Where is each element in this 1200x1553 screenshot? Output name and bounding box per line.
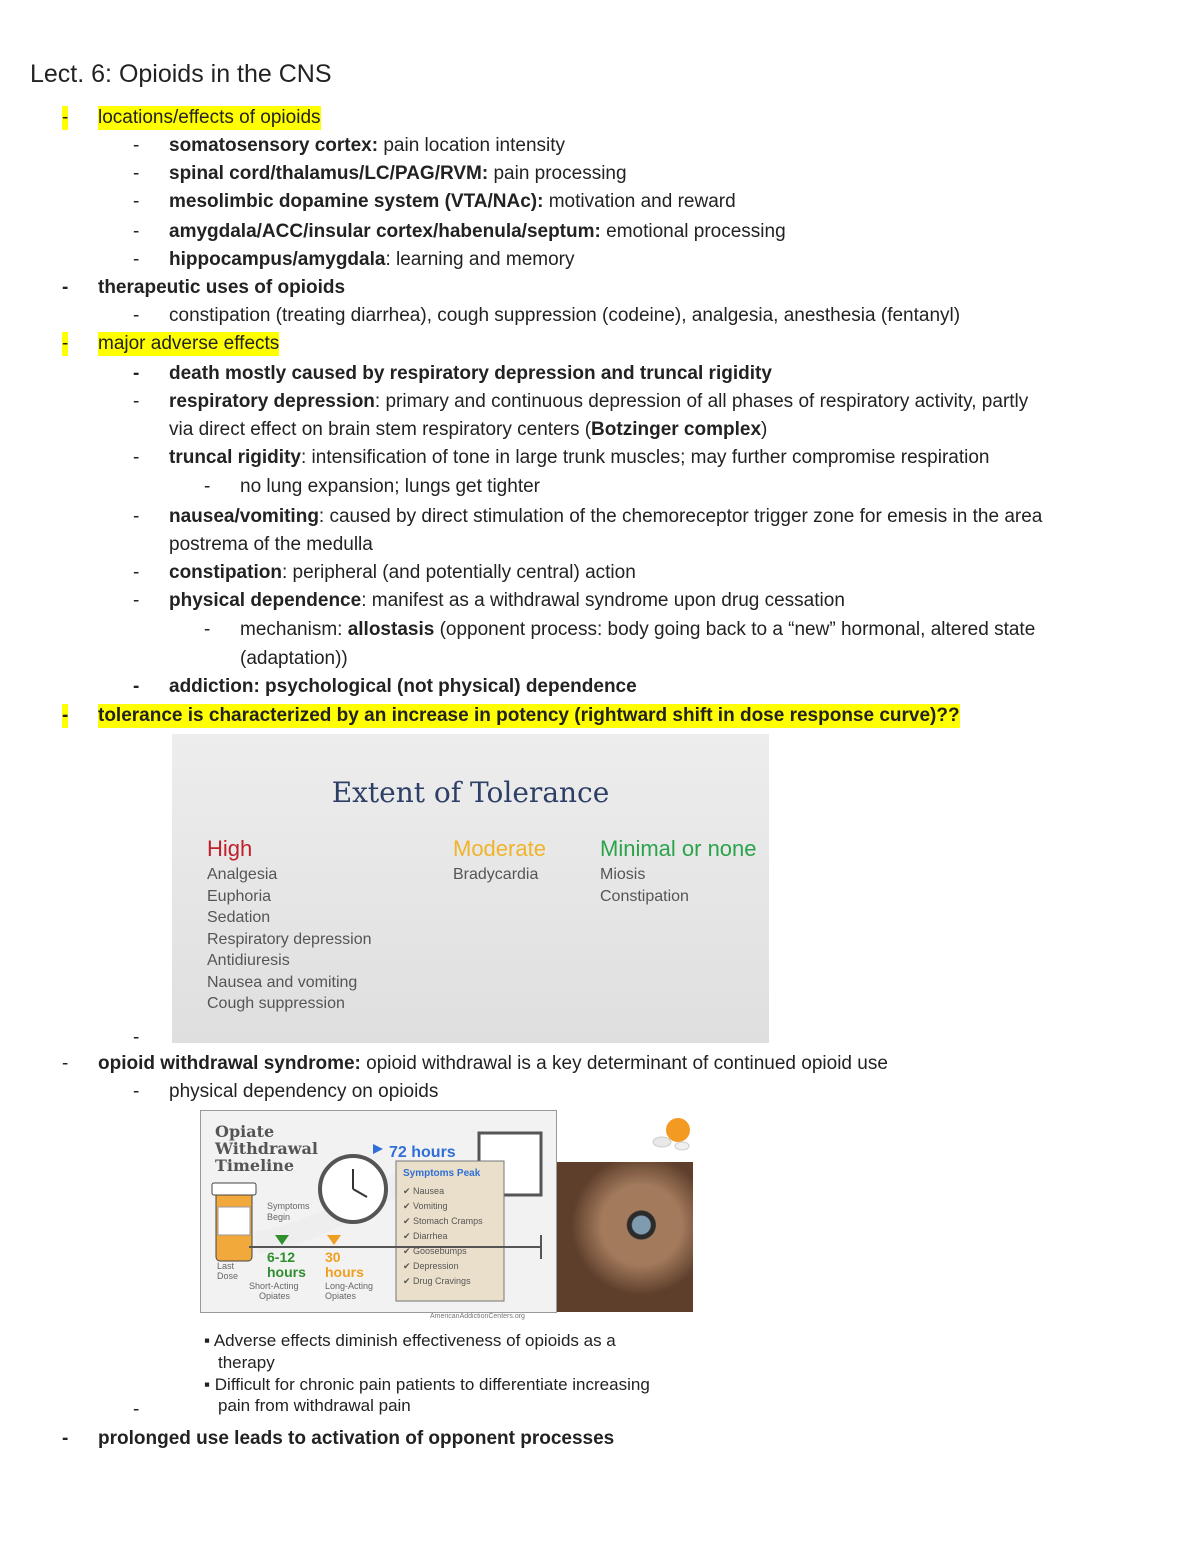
timeline-graphic	[201, 1111, 558, 1314]
bottle-cap-icon	[212, 1183, 256, 1195]
bullet-dash: -	[133, 391, 140, 412]
long-acting-label: Opiates	[325, 1291, 357, 1301]
bullet-dash: -	[133, 590, 140, 611]
pill-icon	[675, 1142, 689, 1150]
pills-photo	[648, 1112, 692, 1154]
bullet-dash: -	[133, 163, 140, 184]
short-acting-label: Opiates	[259, 1291, 291, 1301]
section-locations-label: locations/effects of opioids	[98, 107, 321, 128]
list-subitem: no lung expansion; lungs get tighter	[240, 476, 540, 497]
page-title: Lect. 6: Opioids in the CNS	[30, 60, 332, 88]
symptoms-begin-label: Symptoms	[267, 1201, 310, 1211]
eye-photo	[557, 1162, 693, 1312]
list-item: Nausea and vomiting	[207, 973, 358, 991]
list-item: hippocampus/amygdala: learning and memory	[169, 249, 575, 270]
high-label: High	[207, 836, 253, 861]
bullet-dash: -	[133, 447, 140, 468]
list-item: nausea/vomiting: caused by direct stimulation of the chemoreceptor trigger zone for emesis in the area	[169, 506, 1043, 527]
bullet-dash: -	[133, 1027, 140, 1048]
figure-title-line: Timeline	[215, 1156, 295, 1175]
bullet-dash: -	[133, 135, 140, 156]
short-acting-label: Short-Acting	[249, 1281, 299, 1291]
bullet-dash: -	[62, 1053, 69, 1074]
bullet-dash: -	[62, 277, 69, 298]
bullet-dash: -	[133, 676, 140, 697]
slide-bullet: ▪ Adverse effects diminish effectiveness of opioids as a	[204, 1331, 616, 1350]
section-withdrawal-label: opioid withdrawal syndrome: opioid withdrawal is a key determinant of continued opioid use	[98, 1053, 888, 1074]
last-dose-label: Dose	[217, 1271, 239, 1281]
list-item: physical dependence: manifest as a withdrawal syndrome upon drug cessation	[169, 590, 845, 611]
long-hours: 30	[325, 1249, 341, 1265]
list-item: amygdala/ACC/insular cortex/habenula/septum: emotional processing	[169, 221, 786, 242]
bottle-label-icon	[218, 1207, 250, 1235]
bullet-dash: -	[204, 476, 211, 497]
list-item: physical dependency on opioids	[169, 1081, 439, 1102]
peak-hours: 72 hours	[389, 1144, 456, 1161]
orange-marker-icon	[327, 1235, 341, 1245]
section-adverse-label: major adverse effects	[98, 333, 280, 354]
symptom-item: ✔ Goosebumps	[403, 1246, 467, 1256]
bullet-dash: -	[133, 221, 140, 242]
bullet-dash: -	[133, 363, 140, 384]
section-tolerance-label: tolerance is characterized by an increase in potency (rightward shift in dose response curve)??	[98, 705, 960, 726]
bullet-dash: -	[133, 1399, 140, 1420]
list-item: truncal rigidity: intensification of tone in large trunk muscles; may further compromise respiration	[169, 447, 990, 468]
long-acting-label: Long-Acting	[325, 1281, 374, 1291]
short-hours: hours	[267, 1264, 306, 1280]
minimal-column	[600, 834, 757, 907]
minimal-label: Minimal or none	[600, 836, 757, 861]
high-column	[207, 834, 372, 1015]
tolerance-slide-image	[172, 734, 769, 1043]
long-hours: hours	[325, 1264, 364, 1280]
figure-title-line: Withdrawal	[215, 1139, 318, 1158]
symptom-item: ✔ Stomach Cramps	[403, 1216, 483, 1226]
list-item: constipation (treating diarrhea), cough suppression (codeine), analgesia, anesthesia (fentanyl)	[169, 305, 961, 326]
moderate-column	[453, 834, 546, 886]
figure-title-line: Opiate	[215, 1122, 275, 1141]
symptoms-peak-label: Symptoms Peak	[403, 1168, 481, 1179]
symptom-item: ✔ Diarrhea	[403, 1231, 448, 1241]
list-item: spinal cord/thalamus/LC/PAG/RVM: pain processing	[169, 163, 627, 184]
bullet-dash: -	[204, 619, 211, 640]
symptoms-begin-label: Begin	[267, 1212, 291, 1222]
bullet-dash: -	[62, 333, 69, 354]
list-item-continued: postrema of the medulla	[169, 534, 373, 555]
list-item: respiratory depression: primary and continuous depression of all phases of respiratory activity, partly	[169, 391, 1029, 412]
bullet-dash: -	[133, 249, 140, 270]
bullet-dash: -	[133, 305, 140, 326]
symptom-item: ✔ Drug Cravings	[403, 1276, 471, 1286]
list-item: Respiratory depression	[207, 930, 372, 948]
bullet-dash: -	[62, 107, 69, 128]
symptom-item: ✔ Depression	[403, 1261, 459, 1271]
list-item: death mostly caused by respiratory depression and truncal rigidity	[169, 363, 772, 384]
bullet-dash: -	[62, 705, 69, 726]
list-subitem: mechanism: allostasis (opponent process: body going back to a “new” hormonal, altered state	[240, 619, 1036, 640]
list-item: Bradycardia	[453, 866, 539, 883]
list-item: Miosis	[600, 866, 646, 883]
list-item: Cough suppression	[207, 995, 345, 1012]
short-hours: 6-12	[267, 1249, 296, 1265]
list-item: Euphoria	[207, 887, 272, 905]
bullet-dash: -	[133, 191, 140, 212]
slide-bullet-continued: pain from withdrawal pain	[218, 1396, 411, 1415]
list-item: addiction: psychological (not physical) dependence	[169, 676, 637, 697]
bullet-dash: -	[62, 1428, 69, 1449]
list-item: Antidiuresis	[207, 952, 290, 969]
list-item: Constipation	[600, 887, 689, 905]
list-item: Sedation	[207, 909, 271, 926]
timeline-panel	[200, 1110, 557, 1313]
bullet-dash: -	[133, 506, 140, 527]
slide-bullet: ▪ Difficult for chronic pain patients to differentiate increasing	[204, 1375, 650, 1394]
withdrawal-timeline-image	[180, 1110, 693, 1418]
slide-bullet-continued: therapy	[218, 1353, 275, 1372]
slide-title: Extent of Tolerance	[331, 776, 610, 809]
source-credit: AmericanAddictionCenters.org	[430, 1313, 525, 1320]
list-item: Analgesia	[207, 866, 278, 883]
list-item: mesolimbic dopamine system (VTA/NAc): motivation and reward	[169, 191, 736, 212]
section-therapeutic-label: therapeutic uses of opioids	[98, 277, 346, 298]
list-item-continued: via direct effect on brain stem respiratory centers (Botzinger complex)	[169, 419, 768, 440]
bullet-dash: -	[133, 1081, 140, 1102]
last-dose-label: Last	[217, 1261, 235, 1271]
symptom-item: ✔ Nausea	[403, 1186, 445, 1196]
pill-icon	[653, 1137, 671, 1147]
list-item: somatosensory cortex: pain location intensity	[169, 135, 566, 156]
arrow-icon	[373, 1144, 383, 1154]
moderate-label: Moderate	[453, 836, 546, 861]
bullet-dash: -	[133, 562, 140, 583]
list-item: constipation: peripheral (and potentially central) action	[169, 562, 636, 583]
symptom-item: ✔ Vomiting	[403, 1201, 448, 1211]
section-prolonged-label: prolonged use leads to activation of opponent processes	[98, 1428, 615, 1449]
pill-icon	[666, 1118, 690, 1142]
list-subitem-continued: (adaptation))	[240, 648, 348, 669]
